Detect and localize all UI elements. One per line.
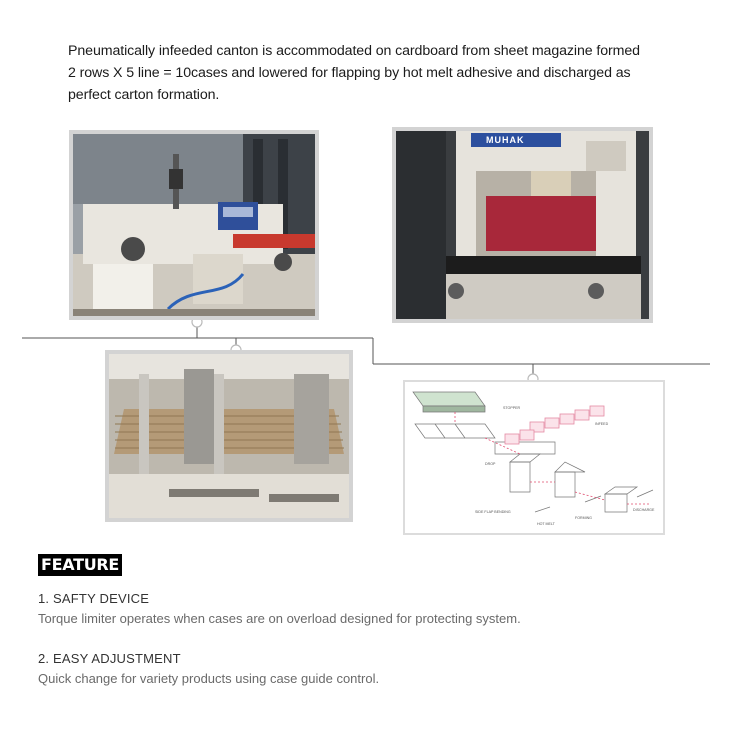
feature-desc-2: Quick change for variety products using case guide control.: [38, 671, 380, 686]
process-diagram: [403, 380, 665, 535]
intro-line-1: Pneumatically infeeded canton is accommodated on cardboard from sheet magazine formed: [68, 43, 640, 59]
intro-line-3: perfect carton formation.: [68, 87, 220, 103]
label-forming: FORMING: [575, 516, 592, 520]
machine-photo-2: [392, 127, 653, 323]
feature-title-1: 1. SAFTY DEVICE: [38, 591, 150, 606]
sheet-magazine-photo: [105, 350, 353, 522]
label-discharge: DISCHARGE: [633, 508, 655, 512]
label-hot-melt: HOT MELT: [537, 522, 555, 526]
machine-photo-1: [69, 130, 319, 320]
label-side-flap: SIDE FLAP BENDING: [475, 510, 511, 514]
intro-paragraph: [68, 40, 668, 106]
feature-heading: FEATURE: [38, 554, 122, 576]
feature-title-2: 2. EASY ADJUSTMENT: [38, 651, 181, 666]
intro-line-2: 2 rows X 5 line = 10cases and lowered for flapping by hot melt adhesive and discharged as: [68, 65, 631, 81]
label-drop: DROP: [485, 462, 496, 466]
muhak-logo: MUHAK: [486, 135, 525, 145]
feature-desc-1: Torque limiter operates when cases are on overload designed for protecting system.: [38, 611, 521, 626]
label-infeed: INFEED: [595, 422, 609, 426]
label-stopper: STOPPER: [503, 406, 521, 410]
